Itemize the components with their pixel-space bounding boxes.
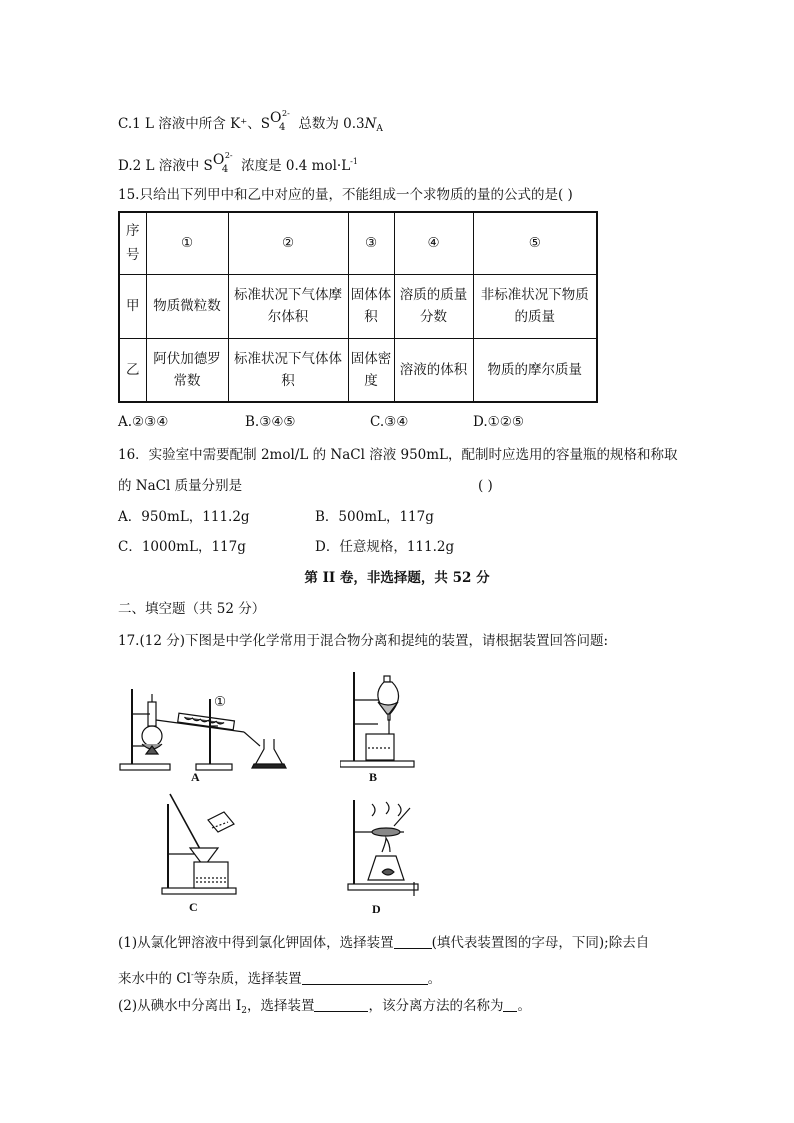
table-cell: 溶质的质量分数	[394, 274, 473, 338]
table-cell: 物质微粒数	[146, 274, 228, 338]
q15-option-a: A.②③④	[118, 414, 169, 430]
table-cell: 物质的摩尔质量	[473, 338, 597, 402]
figure-label-a: A	[191, 770, 200, 784]
table-cell: 固体密度	[348, 338, 394, 402]
table-cell: 非标准状况下物质的质量	[473, 274, 597, 338]
table-cell: 标准状况下气体摩尔体积	[228, 274, 348, 338]
table-cell: 甲	[119, 274, 146, 338]
q15-option-c: C.③④	[370, 414, 409, 430]
table-cell: ⑤	[473, 212, 597, 274]
q16-option-a: A．950mL，111.2g	[118, 509, 250, 525]
table-row	[119, 274, 597, 338]
q17-stem: 17.(12 分)下图是中学化学常用于混合物分离和提纯的装置，请根据装置回答问题:	[118, 633, 609, 649]
table-row	[119, 338, 597, 402]
distillation-apparatus-figure	[118, 684, 298, 776]
filtration-apparatus-figure	[148, 792, 244, 896]
q16-option-b: B．500mL，117g	[315, 509, 434, 525]
section-part-title: 二、填空题（共 52 分）	[118, 601, 266, 617]
table-cell: 乙	[119, 338, 146, 402]
table-cell: 序号	[119, 212, 146, 274]
answer-blank[interactable]	[302, 970, 428, 985]
table-cell: ②	[228, 212, 348, 274]
q15-option-b: B.③④⑤	[245, 414, 296, 430]
table-cell: 溶液的体积	[394, 338, 473, 402]
q16-option-c: C．1000mL，117g	[118, 539, 246, 555]
separatory-funnel-figure	[340, 670, 418, 770]
table-cell: ①	[146, 212, 228, 274]
table-cell: 标准状况下气体体积	[228, 338, 348, 402]
q17-part2: (2)从碘水中分离出 $I_2$，选择装置 ，该分离方法的名称为 。	[118, 998, 531, 1016]
q16-option-d: D．任意规格，111.2g	[315, 539, 455, 555]
sulfate-ion: O 4 2-	[212, 151, 233, 175]
q17-part1-line2: 来水中的 Cl-等杂质，选择装置 。	[118, 970, 442, 987]
section-title: 第 II 卷，非选择题，共 52 分	[304, 570, 490, 586]
figure-label-c: C	[189, 900, 198, 914]
q14-option-c: C.1 L 溶液中所含 K⁺、S O 4 2- 总数为 $0.3N_A$	[118, 109, 383, 134]
q15-stem: 15.只给出下列甲中和乙中对应的量，不能组成一个求物质的量的公式的是( )	[118, 187, 573, 203]
q14-option-d: D.2 L 溶液中 S O 4 2- 浓度是 0.4 $mol\cdot L^{-1}$	[118, 151, 358, 175]
answer-blank[interactable]	[503, 997, 517, 1012]
q15-option-d: D.①②⑤	[473, 414, 524, 430]
sulfate-ion: O 4 2-	[270, 109, 290, 133]
q15-table	[118, 211, 598, 403]
q16-answer-paren: ( )	[478, 478, 493, 494]
q16-stem-line2: 的 NaCl 质量分别是	[118, 478, 243, 494]
table-cell: ④	[394, 212, 473, 274]
circle-number-label: ①	[214, 694, 227, 710]
table-cell: 阿伏加德罗常数	[146, 338, 228, 402]
q16-stem-line1: 16．实验室中需要配制 2mol/L 的 NaCl 溶液 950mL，配制时应选用的容量瓶的规格和称取	[118, 447, 678, 463]
answer-blank[interactable]	[314, 997, 368, 1012]
table-header-row	[119, 212, 597, 274]
answer-blank[interactable]	[394, 934, 432, 949]
evaporation-apparatus-figure	[340, 796, 420, 896]
table-cell: ③	[348, 212, 394, 274]
table-cell: 固体体积	[348, 274, 394, 338]
figure-label-b: B	[369, 770, 378, 784]
figure-label-d: D	[372, 902, 381, 916]
q17-part1-line1: (1)从氯化钾溶液中得到氯化钾固体，选择装置 (填代表装置图的字母，下同);除去自	[118, 935, 650, 951]
